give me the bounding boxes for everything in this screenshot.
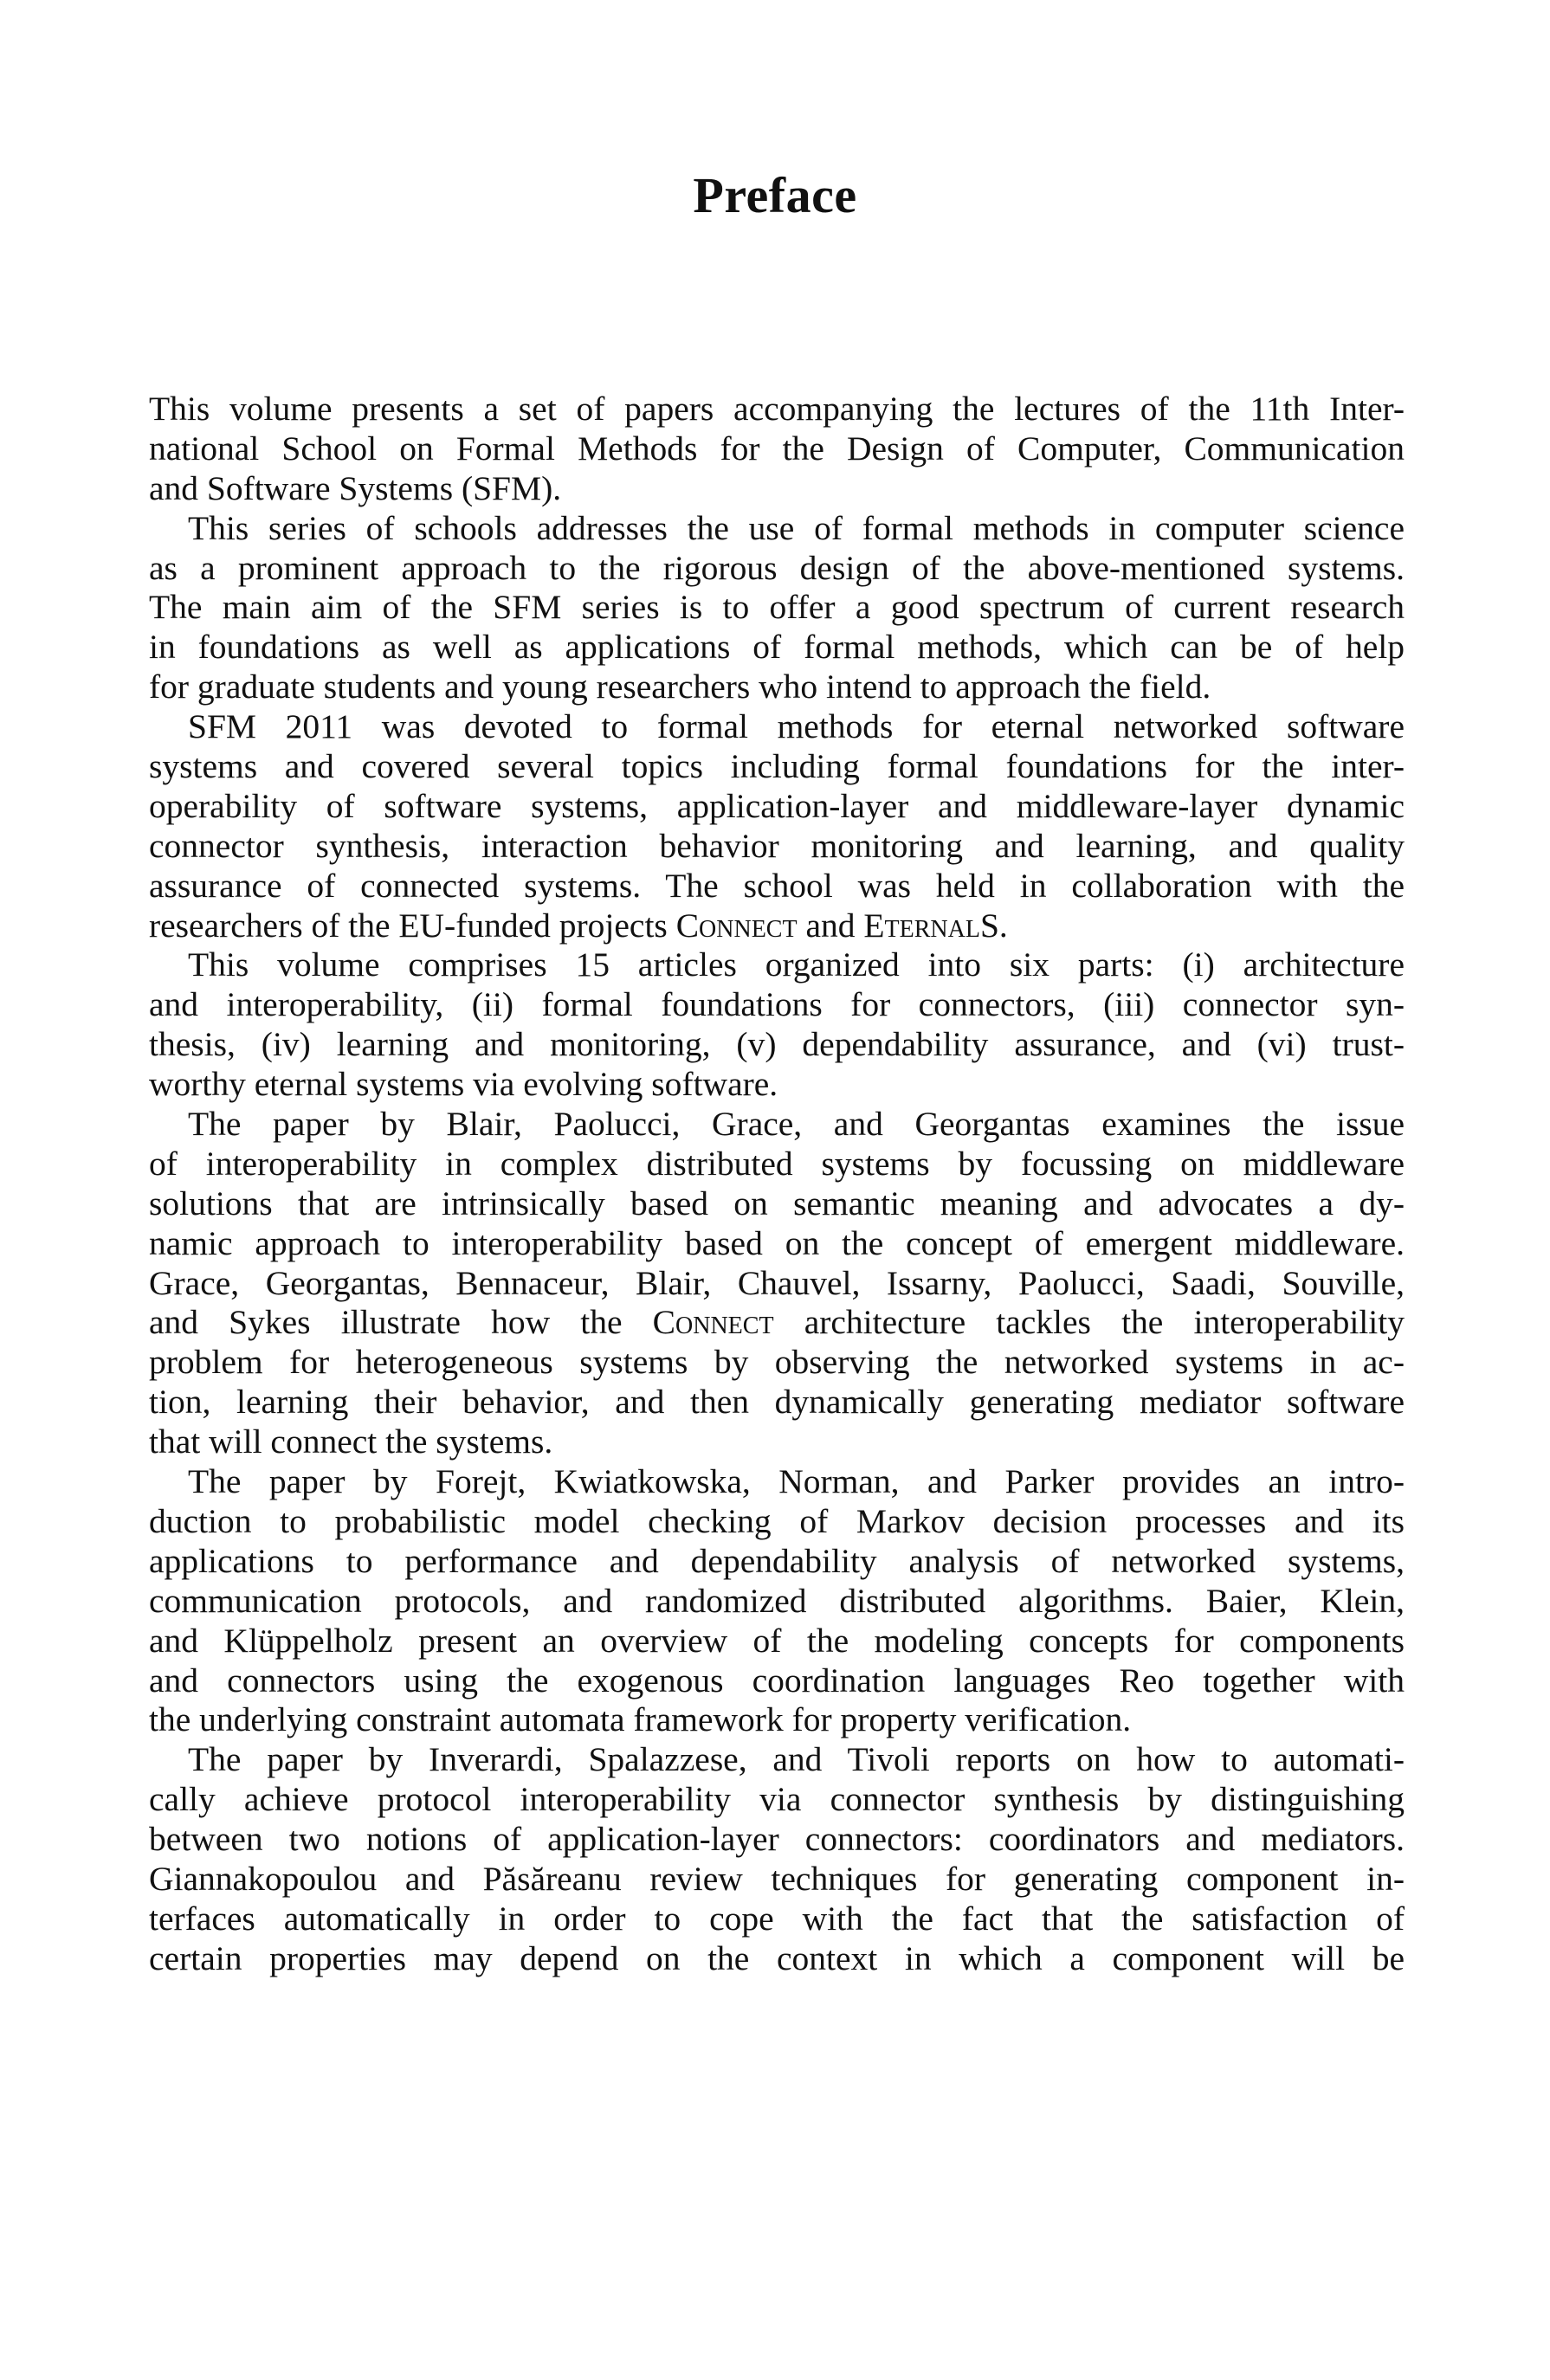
text-line: and Klüppelholz present an overview of the modeling concepts for components <box>149 1621 1405 1660</box>
project-name: Connect <box>652 1303 774 1342</box>
text-line: between two notions of application-layer connectors: coordinators and mediators. <box>149 1820 1405 1859</box>
text-line: Giannakopoulou and Păsăreanu review techniques for generating component in- <box>149 1859 1405 1898</box>
text-line: worthy eternal systems via evolving software. <box>149 1065 778 1104</box>
project-name: EternalS <box>863 906 999 945</box>
text-line: operability of software systems, application-layer and middleware-layer dynamic <box>149 786 1405 825</box>
text-line: national School on Formal Methods for the Design of Computer, Communication <box>149 429 1405 468</box>
text-line: SFM 2011 was devoted to formal methods for eternal networked software <box>188 707 1405 746</box>
text-line: problem for heterogeneous systems by observing the networked systems in ac- <box>149 1343 1405 1382</box>
text-line: solutions that are intrinsically based on semantic meaning and advocates a dy- <box>149 1184 1405 1222</box>
paragraph <box>149 1740 1405 1978</box>
text-line: systems and covered several topics including formal foundations for the inter- <box>149 747 1405 786</box>
text-line: for graduate students and young researchers who intend to approach the field. <box>149 668 1211 706</box>
project-name: Connect <box>675 906 798 945</box>
text-line: This series of schools addresses the use of formal methods in computer science <box>188 508 1405 547</box>
text-line: This volume comprises 15 articles organized into six parts: (i) architecture <box>188 945 1405 984</box>
text-line: and Software Systems (SFM). <box>149 468 562 507</box>
paragraph <box>149 707 1405 945</box>
text-line: This volume presents a set of papers accompanying the lectures of the 11th Inter- <box>149 390 1405 428</box>
preface-body <box>149 390 1405 1979</box>
text-line: thesis, (iv) learning and monitoring, (v) dependability assurance, and (vi) trust- <box>149 1025 1405 1064</box>
text-line: The paper by Inverardi, Spalazzese, and Tivoli reports on how to automati- <box>188 1740 1405 1779</box>
page-title: Preface <box>693 167 857 223</box>
text-line: Grace, Georgantas, Bennaceur, Blair, Chauvel, Issarny, Paolucci, Saadi, Souville, <box>149 1263 1405 1302</box>
text-line: and Sykes illustrate how the Connect architecture tackles the interoperability <box>149 1303 1405 1342</box>
text-line: cally achieve protocol interoperability via connector synthesis by distinguishing <box>149 1780 1405 1819</box>
paragraph <box>149 1462 1405 1740</box>
text-line: and connectors using the exogenous coordination languages Reo together with <box>149 1661 1405 1700</box>
text-line: certain properties may depend on the context in which a component will be <box>149 1938 1405 1977</box>
text-line: connector synthesis, interaction behavior monitoring and learning, and quality <box>149 826 1405 865</box>
text-line: in foundations as well as applications of formal methods, which can be of help <box>149 628 1405 667</box>
text-line: of interoperability in complex distributed systems by focussing on middleware <box>149 1144 1405 1183</box>
text-line: the underlying constraint automata framework for property verification. <box>149 1700 1132 1739</box>
text-line: terfaces automatically in order to cope with the fact that the satisfaction of <box>149 1899 1405 1938</box>
paragraph <box>149 390 1405 509</box>
paragraph <box>149 945 1405 1105</box>
text-line: applications to performance and dependability analysis of networked systems, <box>149 1541 1405 1580</box>
text-line: duction to probabilistic model checking of Markov decision processes and its <box>149 1501 1405 1540</box>
text-line: tion, learning their behavior, and then dynamically generating mediator software <box>149 1383 1405 1422</box>
text-line: as a prominent approach to the rigorous design of the above-mentioned systems. <box>149 548 1405 587</box>
paragraph <box>149 509 1405 707</box>
text-line: researchers of the EU-funded projects Connect and EternalS. <box>149 906 1008 945</box>
text-line: assurance of connected systems. The school was held in collaboration with the <box>149 866 1405 905</box>
text-line: The paper by Blair, Paolucci, Grace, and Georgantas examines the issue <box>188 1105 1405 1144</box>
text-line: that will connect the systems. <box>149 1422 553 1461</box>
text-line: communication protocols, and randomized distributed algorithms. Baier, Klein, <box>149 1581 1405 1620</box>
text-line: The main aim of the SFM series is to offer a good spectrum of current research <box>149 588 1405 627</box>
text-line: namic approach to interoperability based on the concept of emergent middleware. <box>149 1223 1405 1262</box>
text-line: The paper by Forejt, Kwiatkowska, Norman, and Parker provides an intro- <box>188 1462 1405 1501</box>
text-line: and interoperability, (ii) formal foundations for connectors, (iii) connector syn- <box>149 985 1405 1024</box>
paragraph <box>149 1105 1405 1462</box>
